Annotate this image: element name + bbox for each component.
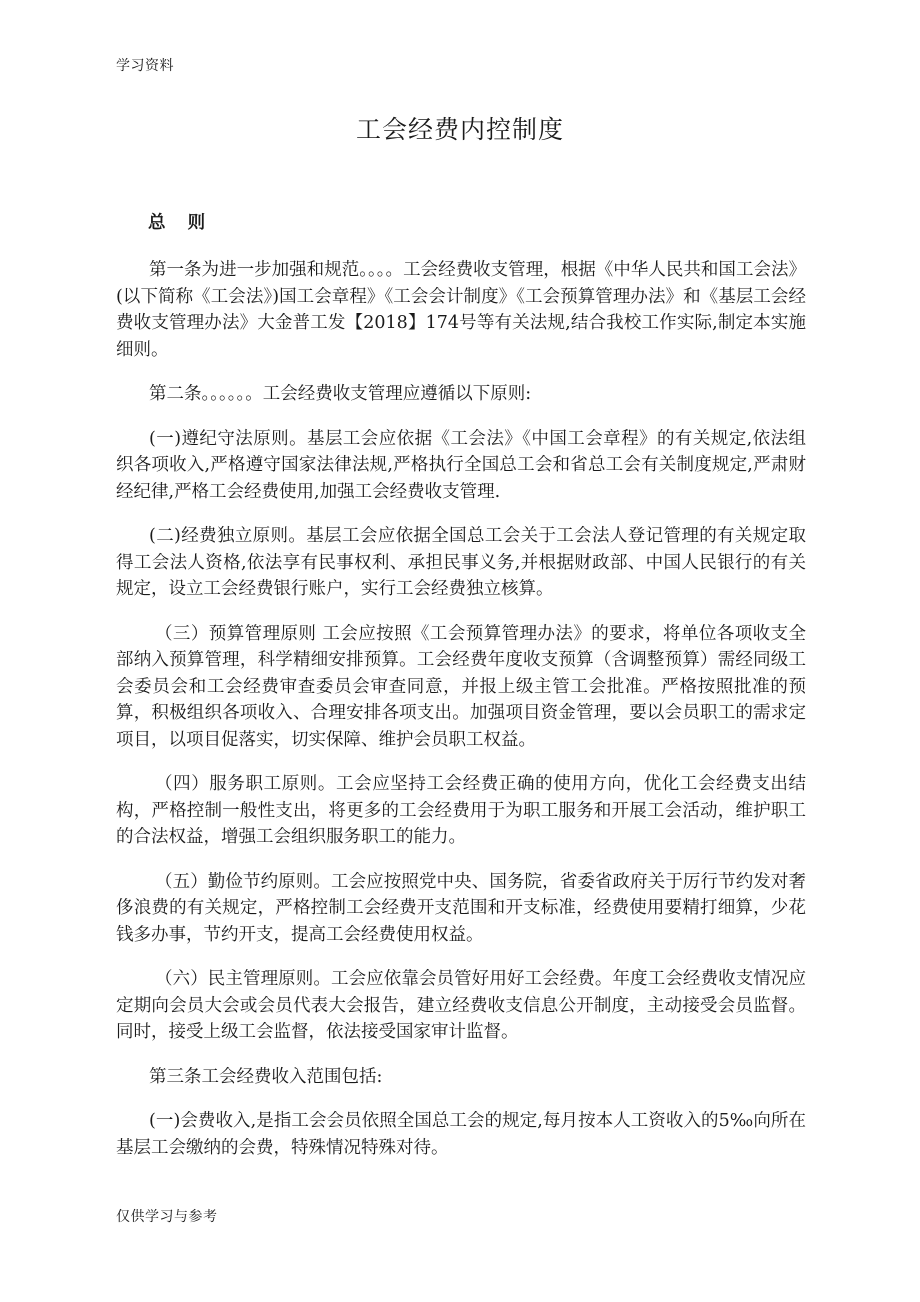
principle-6-paragraph: （六）民主管理原则。工会应依靠会员管好用好工会经费。年度工会经费收支情况应定期向会员大会或会员代表大会报告，建立经费收支信息公开制度，主动接受会员监督。同时，接受上级工会监督，依法接受国家审计监督。 <box>116 969 806 1042</box>
article-1-paragraph: 第一条为进一步加强和规范。。。。工会经费收支管理，根据《中华人民共和国工会法》(以下简称《工会法》)国工会章程》《工会会计制度》《工会预算管理办法》和《基层工会经费收支管理办法》大金普工发【2018】174号等有关法规,结合我校工作实际,制定本实施细则。 <box>116 260 806 360</box>
page-footer-label: 仅供学习与参考 <box>116 1209 218 1225</box>
page-header-label: 学习资料 <box>116 58 174 74</box>
section-heading: 总 则 <box>148 213 214 233</box>
article-3-paragraph: 第三条工会经费收入范围包括: <box>149 1066 383 1087</box>
document-title: 工会经费内控制度 <box>355 115 564 144</box>
article-2-paragraph: 第二条。。。。。。工会经费收支管理应遵循以下原则: <box>149 384 532 404</box>
income-1-paragraph: (一)会费收入,是指工会会员依照全国总工会的规定,每月按本人工资收入的5‰向所在基层工会缴纳的会费，特殊情况特殊对待。 <box>116 1111 806 1158</box>
principle-5-paragraph: （五）勤俭节约原则。工会应按照党中央、国务院，省委省政府关于厉行节约发对奢侈浪费的有关规定，严格控制工会经费开支范围和开支标准，经费使用要精打细算，少花钱多办事，节约开支，提高工会经费使用权益。 <box>116 871 806 945</box>
document-body <box>116 210 806 1179</box>
principle-4-paragraph: （四）服务职工原则。工会应坚持工会经费正确的使用方向，优化工会经费支出结构，严格控制一般性支出，将更多的工会经费用于为职工服务和开展工会活动，维护职工的合法权益，增强工会组织服务职工的能力。 <box>116 774 806 847</box>
principle-1-paragraph: (一)遵纪守法原则。基层工会应依据《工会法》《中国工会章程》的有关规定,依法组织各项收入,严格遵守国家法律法规,严格执行全国总工会和省总工会有关制度规定,严肃财经纪律,严格工会经费使用,加强工会经费收支管理. <box>116 428 806 502</box>
principle-3-paragraph: （三）预算管理原则 工会应按照《工会预算管理办法》的要求，将单位各项收支全部纳入预算管理，科学精细安排预算。工会经费年度收支预算（含调整预算）需经同级工会委员会和工会经费审查委员会审查同意，并报上级主管工会批准。严格按照批准的预算，积极组织各项收入、合理安排各项支出。加强项目资金管理，要以会员职工的需求定项目，以项目促落实，切实保障、维护会员职工权益。 <box>116 623 806 750</box>
principle-2-paragraph: (二)经费独立原则。基层工会应依据全国总工会关于工会法人登记管理的有关规定取得工会法人资格,依法享有民事权利、承担民事义务,并根据财政部、中国人民银行的有关规定，设立工会经费银行账户，实行工会经费独立核算。 <box>116 526 806 599</box>
